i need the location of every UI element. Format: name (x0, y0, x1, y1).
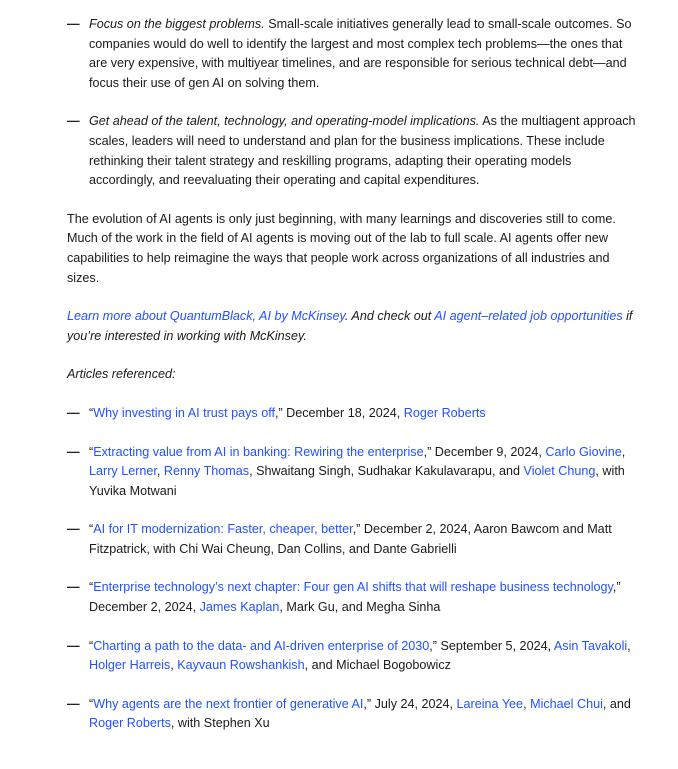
bullet-item (67, 15, 639, 93)
article-item (67, 695, 639, 734)
bullet-dash: — (67, 114, 80, 129)
bullet-text (89, 112, 639, 190)
separator: , and (602, 696, 631, 711)
bullet-text (89, 15, 639, 93)
separator: , (621, 444, 626, 459)
article-body (67, 15, 639, 734)
author-link[interactable]: Larry Lerner (89, 464, 157, 479)
article-date: ,” July 24, 2024, (363, 696, 457, 711)
bullet-body: Small-scale initiatives generally lead to small-scale outcomes. So companies would do well to identify the largest and most complex tech problems—the ones that are very expensive, with multiyear timelines, and are responsible for serious technical debt—and focus their use of gen AI on solving them. (89, 17, 632, 90)
author-link[interactable]: Lareina Yee (456, 696, 524, 711)
bullet-dash: — (67, 522, 80, 537)
article-date: ,” December 9, 2024, (423, 444, 546, 459)
article-text (89, 695, 639, 734)
article-text (89, 443, 639, 502)
article-text (89, 520, 639, 559)
article-text (89, 637, 639, 676)
articles-heading: Articles referenced: (67, 367, 176, 382)
article-title-link[interactable]: Why investing in AI trust pays off (93, 405, 275, 420)
article-title-link[interactable]: AI for IT modernization: Faster, cheaper, better (93, 522, 353, 537)
closing-paragraph: The evolution of AI agents is only just beginning, with many learnings and discoveries still to come. Much of the work in the field of AI agents is moving out of the lab to full scale. AI agents offer new capabilities to help reimagine the ways that people work across organizations of all industries and sizes. (67, 211, 616, 285)
article-text (89, 578, 639, 617)
bullet-lead: Get ahead of the talent, technology, and operating-model implications. (89, 114, 480, 129)
article-date: ,” September 5, 2024, (429, 638, 554, 653)
bullet-dash: — (67, 444, 80, 459)
job-opportunities-link[interactable]: AI agent–related job opportunities (434, 309, 623, 324)
article-title-link[interactable]: Enterprise technology’s next chapter: Four gen AI shifts that will reshape business technology (93, 580, 613, 595)
author-link[interactable]: Carlo Giovine (545, 444, 622, 459)
author-text: , and Michael Bogobowicz (304, 658, 451, 673)
bullet-dash: — (67, 405, 80, 420)
article-date: ,” December 2, 2024, Aaron Bawcom and Matt Fitzpatrick, with Chi Wai Cheung, Dan Collins, and Dante Gabrielli (89, 522, 612, 556)
bullet-dash: — (67, 580, 80, 595)
author-link[interactable]: Roger Roberts (403, 405, 486, 420)
author-link[interactable]: Michael Chui (530, 696, 603, 711)
cta-text-end: if you’re interested in working with McKinsey. (67, 309, 633, 343)
article-item (67, 520, 639, 559)
open-quote: “ (89, 444, 94, 459)
author-link[interactable]: Violet Chung (523, 464, 596, 479)
bullet-dash: — (67, 17, 80, 31)
article-item (67, 578, 639, 617)
author-text: , with Stephen Xu (170, 716, 270, 731)
separator: , (523, 696, 531, 711)
author-link[interactable]: Asin Tavakoli (553, 638, 628, 653)
article-item (67, 443, 639, 502)
article-item (67, 404, 639, 424)
author-text: , with Yuvika Motwani (89, 464, 625, 498)
author-text: , Shwaitang Singh, Sudhakar Kakulavarapu, and (249, 464, 524, 479)
separator: , (627, 638, 631, 653)
separator: , (170, 658, 178, 673)
article-title-link[interactable]: Charting a path to the data- and AI-driven enterprise of 2030 (93, 638, 430, 653)
open-quote: “ (89, 580, 94, 595)
author-link[interactable]: Renny Thomas (163, 464, 250, 479)
article-title-link[interactable]: Extracting value from AI in banking: Rewiring the enterprise (93, 444, 424, 459)
quantumblack-link[interactable]: Learn more about QuantumBlack, AI by McKinsey (67, 309, 345, 324)
author-link[interactable]: Holger Harreis (89, 658, 171, 673)
article-title-link[interactable]: Why agents are the next frontier of generative AI (93, 696, 364, 711)
author-link[interactable]: Kayvaun Rowshankish (177, 658, 305, 673)
author-text: , Mark Gu, and Megha Sinha (279, 600, 441, 615)
open-quote: “ (89, 522, 94, 537)
author-link[interactable]: Roger Roberts (89, 716, 171, 731)
open-quote: “ (89, 696, 94, 711)
article-date: ,” December 2, 2024, (89, 580, 621, 615)
open-quote: “ (89, 638, 94, 653)
bullet-body: As the multiagent approach scales, leaders will need to understand and plan for the business implications. These include rethinking their talent strategy and reskilling programs, adapting their operating models accordingly, and reevaluating their operating and capital expenditures. (89, 114, 636, 188)
author-link[interactable]: James Kaplan (199, 600, 280, 615)
open-quote: “ (89, 405, 94, 420)
article-item (67, 637, 639, 676)
bullet-lead: Focus on the biggest problems. (89, 17, 265, 31)
bullet-dash: — (67, 638, 80, 653)
cta-text: . And check out (344, 309, 435, 324)
separator: , (156, 464, 164, 479)
bullet-item (67, 112, 639, 190)
article-text (89, 404, 639, 424)
cta-paragraph (67, 307, 639, 346)
article-date: ,” December 18, 2024, (274, 405, 404, 420)
bullet-dash: — (67, 696, 80, 711)
